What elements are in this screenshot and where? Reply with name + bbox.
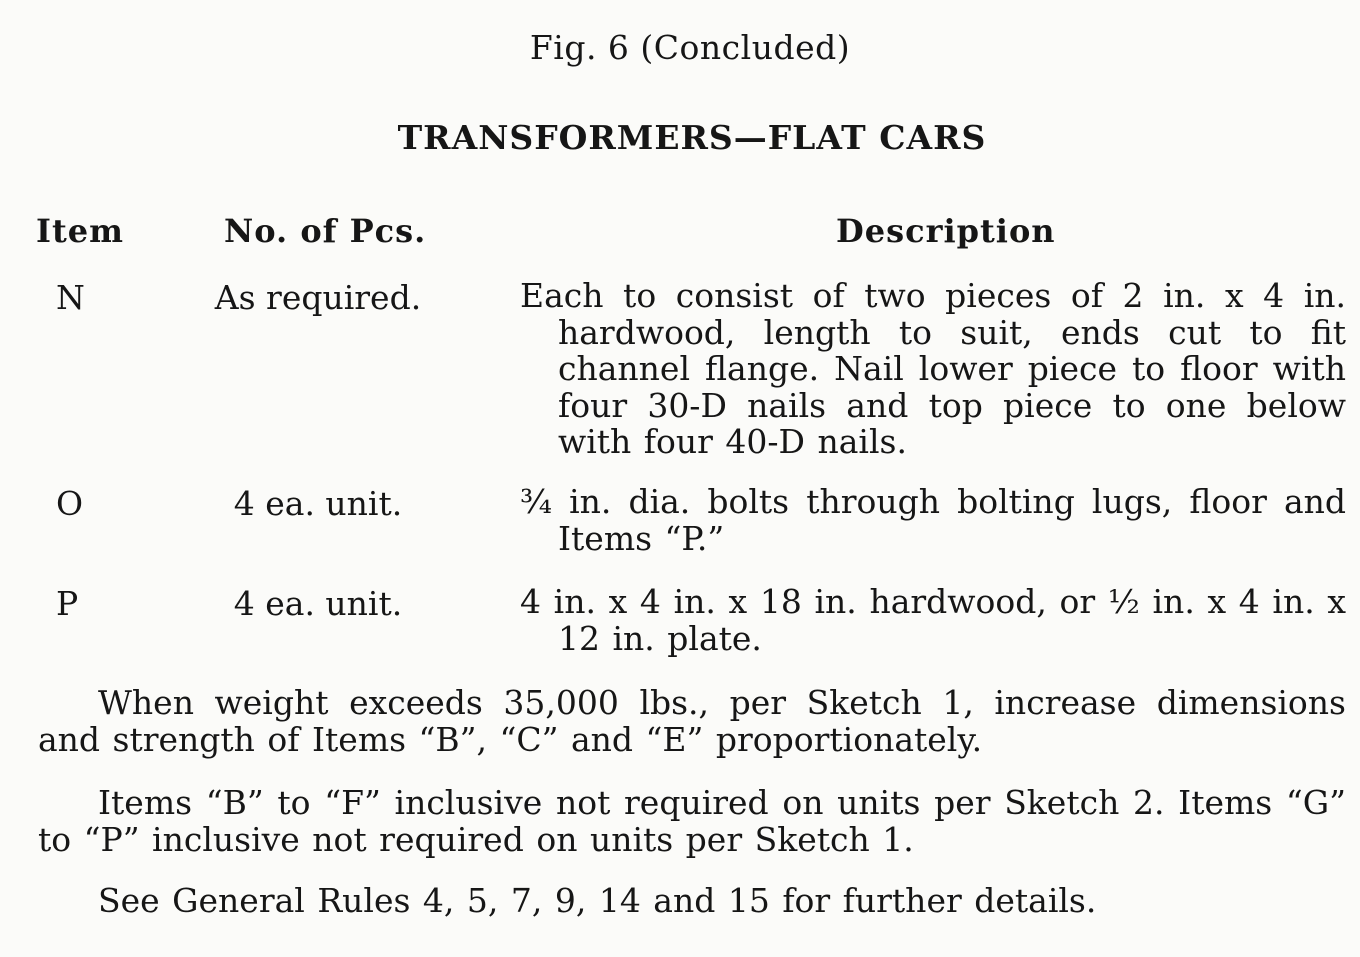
pieces-cell: 4 ea. unit. xyxy=(233,584,403,623)
pieces-cell: As required. xyxy=(214,278,422,317)
description-cell: 4 in. x 4 in. x 18 in. hardwood, or ½ in. x 4 in. x 12 in. plate. xyxy=(520,582,1346,658)
pieces-cell: 4 ea. unit. xyxy=(233,484,403,523)
column-header-description: Description xyxy=(836,212,1056,250)
item-cell: P xyxy=(56,584,79,623)
note-paragraph: See General Rules 4, 5, 7, 9, 14 and 15 for further details. xyxy=(98,881,1097,920)
description-cell: Each to consist of two pieces of 2 in. x 4 in. hardwood, length to suit, ends cut to fit channel flange. Nail lower piece to floor with four 30-D nails and top piece to one below with four 40-D nails. xyxy=(520,276,1346,461)
column-header-item: Item xyxy=(36,212,124,250)
description-cell: ¾ in. dia. bolts through bolting lugs, floor and Items “P.” xyxy=(520,482,1346,558)
note-paragraph: When weight exceeds 35,000 lbs., per Sketch 1, increase dimensions and strength of Items “B”, “C” and “E” proportionately. xyxy=(38,683,1346,759)
item-cell: N xyxy=(56,278,85,317)
section-title: TRANSFORMERS—FLAT CARS xyxy=(397,118,987,157)
figure-caption: Fig. 6 (Concluded) xyxy=(529,28,851,67)
column-header-pieces: No. of Pcs. xyxy=(224,212,427,250)
item-cell: O xyxy=(56,484,84,523)
note-paragraph: Items “B” to “F” inclusive not required on units per Sketch 2. Items “G” to “P” inclusive not required on units per Sketch 1. xyxy=(38,783,1346,859)
